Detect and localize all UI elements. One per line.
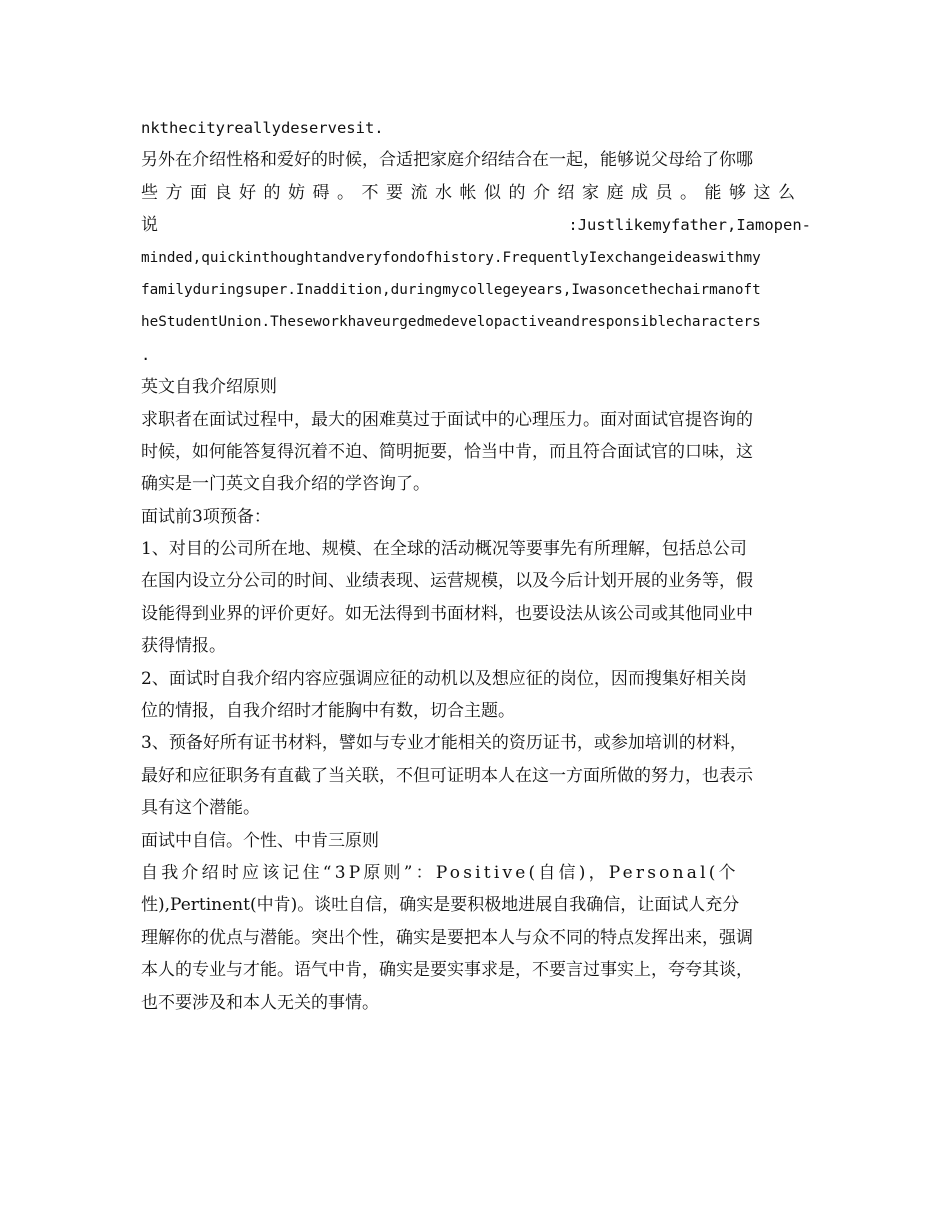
text-line: 位的情报，自我介绍时才能胸中有数，切合主题。: [141, 701, 515, 722]
text-line: 1、对目的公司所在地、规模、在全球的活动概况等要事先有所理解，包括总公司: [141, 539, 747, 560]
text-line-split: [141, 209, 811, 241]
text-fragment: :Justlikemyfather,Iamopen-: [568, 216, 811, 235]
text-line: 时候，如何能答复得沉着不迫、简明扼要，恰当中肯，而且符合面试官的口味，这: [141, 441, 753, 462]
section-heading: 面试中自信。个性、中肯三原则: [141, 830, 379, 851]
text-line: 性),Pertinent(中肯)。谈吐自信，确实是要积极地进展自我确信，让面试人充分: [141, 895, 740, 916]
text-line: .: [141, 345, 151, 364]
document-page: [141, 112, 811, 1019]
text-line: 些方面良好的妨碍。不要流水帐似的介绍家庭成员。能够这么: [141, 182, 803, 203]
section-heading: 英文自我介绍原则: [141, 377, 277, 398]
text-line: 另外在介绍性格和爱好的时候，合适把家庭介绍结合在一起，能够说父母给了你哪: [141, 150, 753, 171]
text-line: 自我介绍时应该记住“3P原则”：Positive(自信)，Personal(个: [141, 862, 739, 883]
text-line: 最好和应征职务有直截了当关联，不但可证明本人在这一方面所做的努力，也表示: [141, 765, 753, 786]
text-line: 2、面试时自我介绍内容应强调应征的动机以及想应征的岗位，因而搜集好相关岗: [141, 668, 747, 689]
text-line: 确实是一门英文自我介绍的学咨询了。: [141, 474, 430, 495]
text-line: 在国内设立分公司的时间、业绩表现、运营规模，以及今后计划开展的业务等，假: [141, 571, 753, 592]
text-line: nkthecityreallydeservesit.: [141, 119, 384, 137]
text-line: 3、预备好所有证书材料，譬如与专业才能相关的资历证书，或参加培训的材料，: [141, 733, 747, 754]
text-line: 获得情报。: [141, 636, 226, 657]
text-line: heStudentUnion.Theseworkhaveurgedmedevelopactiveandresponsiblecharacters: [141, 314, 761, 331]
text-line: 具有这个潜能。: [141, 798, 260, 819]
text-line: 本人的专业与才能。语气中肯，确实是要实事求是，不要言过事实上，夸夸其谈，: [141, 960, 753, 981]
section-heading: 面试前3项预备：: [141, 506, 271, 527]
text-line: familyduringsuper.Inaddition,duringmycollegeyears,Iwasoncethechairmanoft: [141, 281, 761, 298]
text-fragment: 说: [141, 215, 158, 236]
text-line: 理解你的优点与潜能。突出个性，确实是要把本人与众不同的特点发挥出来，强调: [141, 927, 753, 948]
text-line: 也不要涉及和本人无关的事情。: [141, 992, 379, 1013]
text-line: minded,quickinthoughtandveryfondofhistory.FrequentlyIexchangeideaswithmy: [141, 249, 761, 266]
text-line: 设能得到业界的评价更好。如无法得到书面材料，也要设法从该公司或其他同业中: [141, 603, 753, 624]
text-line: 求职者在面试过程中，最大的困难莫过于面试中的心理压力。面对面试官提咨询的: [141, 409, 753, 430]
